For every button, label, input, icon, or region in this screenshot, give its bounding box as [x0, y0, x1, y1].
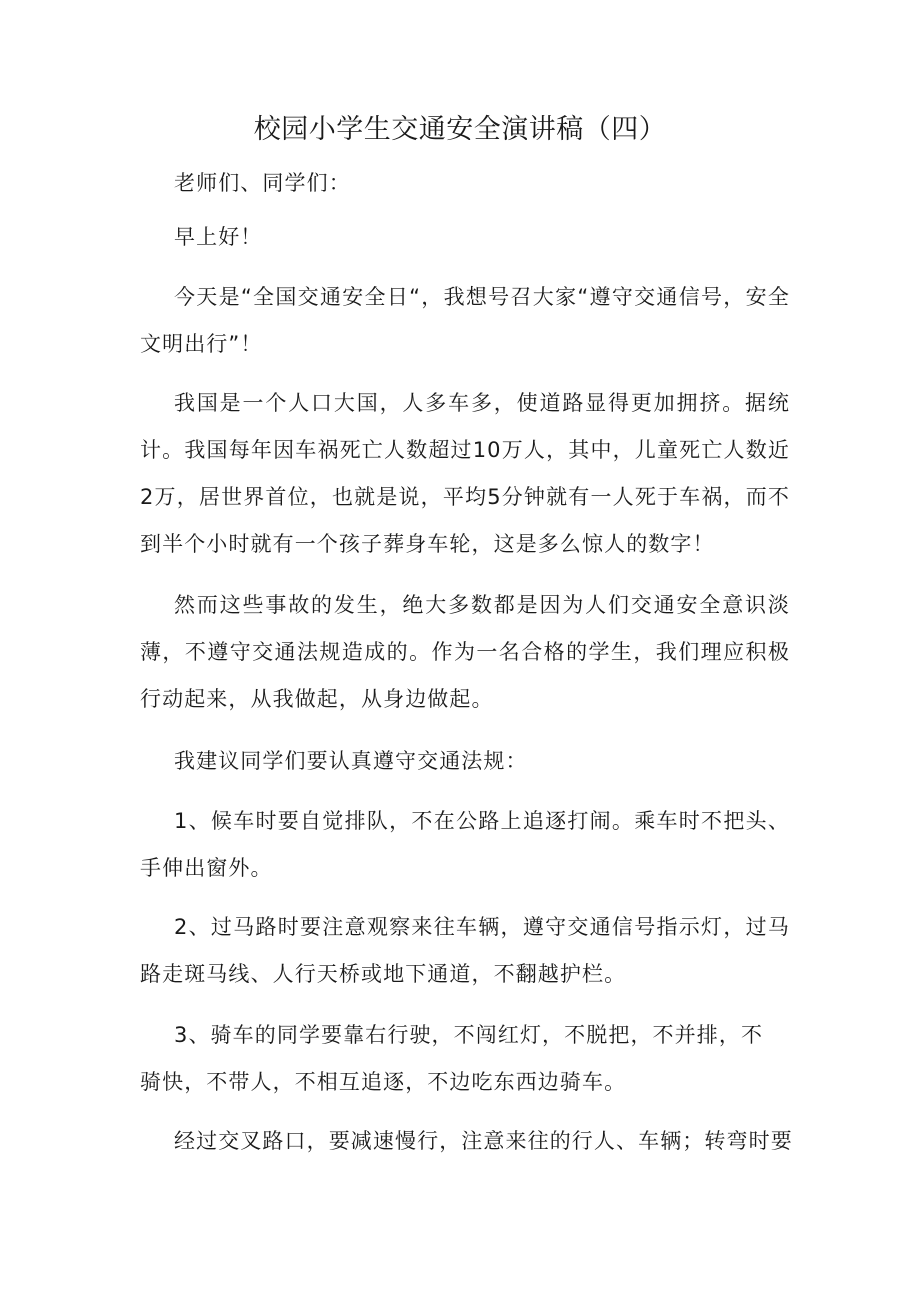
- proposal-intro-paragraph: 我建议同学们要认真遵守交通法规：: [174, 749, 528, 773]
- morning-paragraph: 早上好！: [174, 225, 263, 249]
- greeting-paragraph: 老师们、同学们：: [174, 171, 351, 195]
- statistics-paragraph: 我国是一个人口大国，人多车多，使道路显得更加拥挤。据统计。我国每年因车祸死亡人数超过10万人，其中，儿童死亡人数近2万，居世界首位，也就是说，平均5分钟就有一人死于车祸，而不到半个小时就有一个孩子葬身车轮，这是多么惊人的数字！: [140, 391, 790, 556]
- rule-2-paragraph: 2、过马路时要注意观察来往车辆，遵守交通信号指示灯，过马路走斑马线、人行天桥或地下通道，不翻越护栏。: [140, 915, 790, 986]
- rule-3-line-2: 骑快，不带人，不相互追逐，不边吃东西边骑车。: [140, 1070, 627, 1094]
- crossing-paragraph: 经过交叉路口，要减速慢行，注意来往的行人、车辆；转弯时要: [174, 1129, 793, 1153]
- rule-3-line-1: 3、骑车的同学要靠右行驶，不闯红灯，不脱把，不并排，不: [174, 1023, 764, 1047]
- safety-day-paragraph: 今天是“全国交通安全日“，我想号召大家“遵守交通信号，安全文明出行”！: [140, 285, 790, 356]
- rule-1-paragraph: 1、候车时要自觉排队，不在公路上追逐打闹。乘车时不把头、手伸出窗外。: [140, 809, 790, 880]
- awareness-paragraph: 然而这些事故的发生，绝大多数都是因为人们交通安全意识淡薄，不遵守交通法规造成的。作为一名合格的学生，我们理应积极行动起来，从我做起，从身边做起。: [140, 593, 790, 711]
- page-title: 校园小学生交通安全演讲稿（四）: [253, 114, 667, 145]
